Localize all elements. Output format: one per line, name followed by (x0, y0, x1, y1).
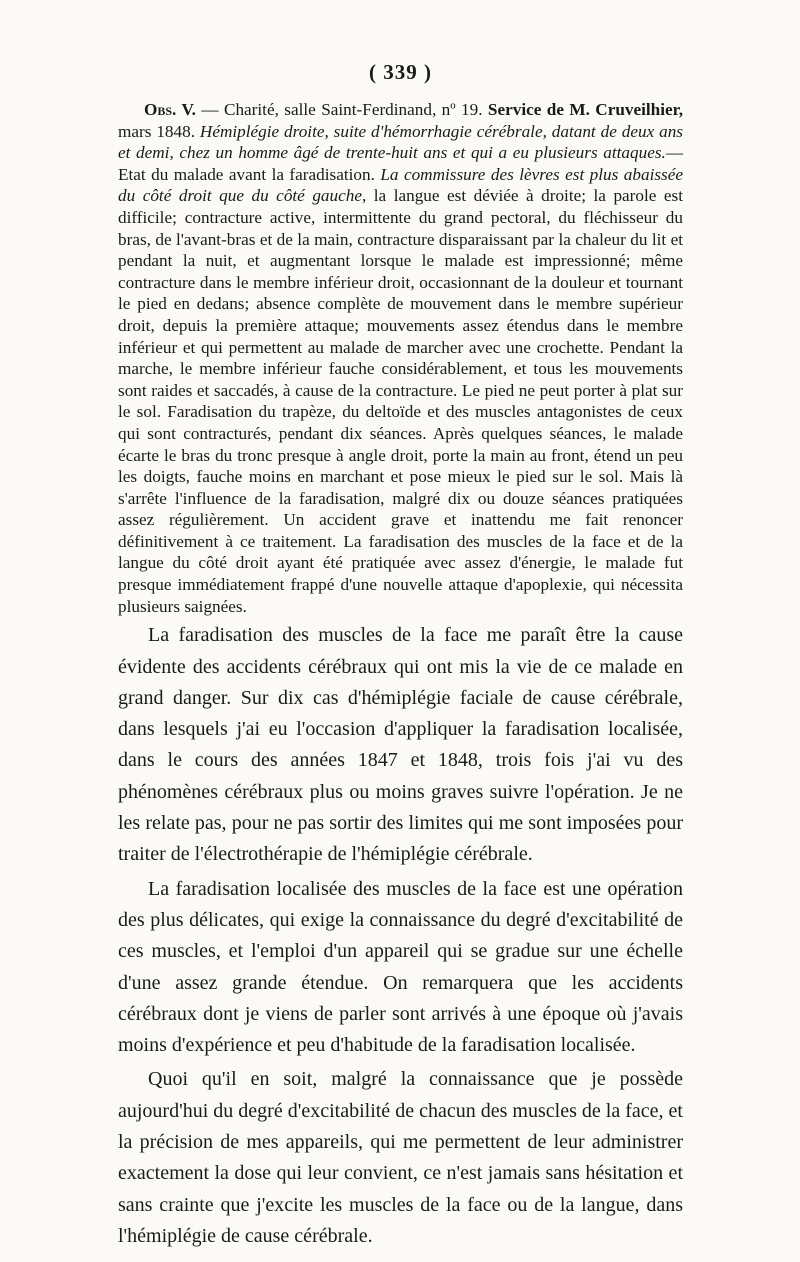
body-paragraph-3: Quoi qu'il en soit, malgré la connaissance que je possède aujourd'hui du degré d'excitabilité de chacun des muscles de la face, et la précision de mes appareils, qui me permettent de leur administrer exactement la dose qui leur convient, ce n'est jamais sans hésitation et sans crainte que j'excite les muscles de la face ou de la langue, dans l'hémiplégie de cause cérébrale. (118, 1068, 683, 1247)
observation-state-intro: —Etat du malade avant la faradisation. (118, 143, 683, 184)
observation-dash: — (195, 100, 224, 119)
body-paragraph-1: La faradisation des muscles de la face me paraît être la cause évidente des accidents cérébraux qui ont mis la vie de ce malade en grand danger. Sur dix cas d'hémiplégie faciale de cause cérébrale, dans lesquels j'ai eu l'occasion d'appliquer la faradisation localisée, dans le cours des années 1847 et 1848, trois fois j'ai vu des phénomènes cérébraux plus ou moins graves suivre l'opération. Je ne les relate pas, pour ne pas sortir des limites qui me sont imposées pour traiter de l'électrothérapie de l'hémiplégie cérébrale. (118, 624, 683, 866)
observation-diagnosis: Hémiplégie droite, suite d'hémorrhagie cérébrale, datant de deux ans et demi, chez un homme âgé de trente-huit ans et qui a eu plusieurs attaques. (118, 121, 683, 163)
observation-service: Service de M. Cruveilhier, (487, 100, 683, 119)
body-paragraph-2: La faradisation localisée des muscles de la face est une opération des plus délicates, qui exige la connaissance du degré d'excitabilité de ces muscles, et l'emploi d'un appareil qui se gradue sur une échelle d'une assez grande étendue. On remarquera que les accidents cérébraux dont je viens de parler sont arrivés à une époque où j'avais moins d'expérience et peu d'habitude de la faradisation localisée. (118, 877, 683, 1057)
observation-text: , la langue est déviée à droite; la parole est difficile; contracture active, intermittente du grand pectoral, du fléchisseur du bras, de l'avant-bras et de la main, contracture disparaissant par la chaleur du lit et pendant la nuit, et augmentant lorsque le malade est impressionné; même contracture dans le membre inférieur droit, occasionnant de la douleur et tournant le pied en dedans; absence complète de mouvement dans le membre supérieur droit, depuis la première attaque; mouvements assez étendus dans le membre inférieur et qui permettent au malade de marcher avec une crochette. Pendant la marche, le membre inférieur fauche considérablement, et tous les mouvements sont raides et saccadés, à cause de la contracture. Le pied ne peut porter à plat sur le sol. Faradisation du trapèze, du deltoïde et des muscles antagonistes de ceux qui sont contracturés, pendant dix séances. Après quelques séances, le malade écarte le bras du tronc presque à angle droit, porte la main au front, étend un peu les doigts, fauche moins en marchant et pose mieux le pied sur le sol. Mais là s'arrête l'influence de la faradisation, malgré dix ou douze séances pratiquées assez régulièrement. Un accident grave et inattendu me fait renoncer définitivement à ce traitement. La faradisation des muscles de la face et de la langue du côté droit ayant été pratiquée avec assez d'énergie, le malade fut presque immédiatement frappé d'une nouvelle attaque d'apoplexie, qui nécessita plusieurs saignées. (118, 186, 683, 616)
book-page (118, 60, 683, 1252)
observation-label: Obs. V. (144, 100, 196, 119)
observation-location: Charité, salle Saint-Ferdinand, nº 19. (223, 100, 488, 119)
observation-date: mars 1848. (118, 121, 200, 141)
observation-paragraph (118, 99, 683, 617)
observation-commissure: La commissure des lèvres est plus abaissée du côté droit que du côté gauche (118, 164, 683, 206)
page-number: ( 339 ) (369, 60, 432, 84)
